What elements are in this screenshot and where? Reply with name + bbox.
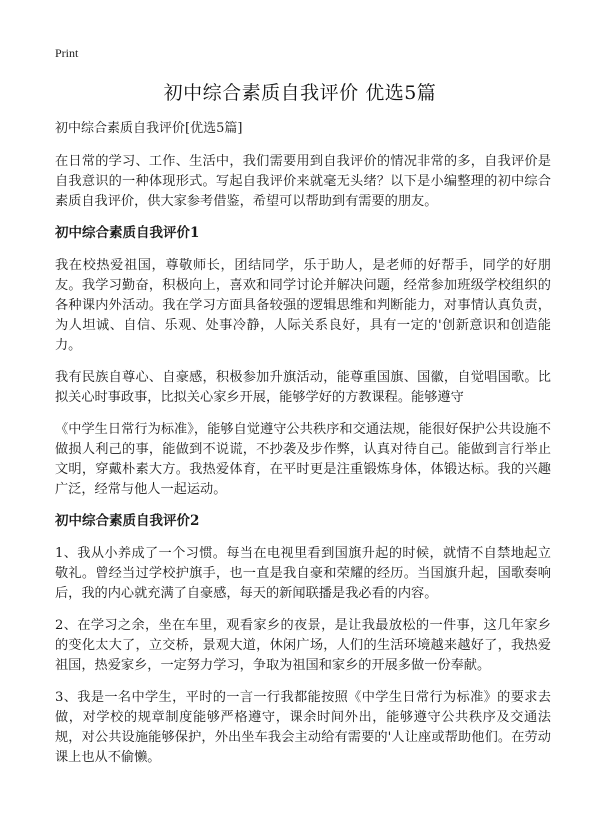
section-heading: 初中综合素质自我评价1: [55, 225, 200, 241]
section-paragraph: 3、我是一名中学生，平时的一言一行我都能按照《中学生日常行为标准》的要求去做，对学校的规章制度能够严格遵守，课余时间外出，能够遵守公共秩序及交通法规，对公共设施能够保护，外出坐车我会主动给有需要的'人让座或帮助他们。在劳动课上也从不偷懒。: [55, 690, 551, 765]
intro-paragraph: 在日常的学习、工作、生活中，我们需要用到自我评价的情况非常的多，自我评价是自我意识的一种体现形式。写起自我评价来就毫无头绪？以下是小编整理的初中综合素质自我评价，供大家参考借鉴，希望可以帮助到有需要的朋友。: [55, 154, 551, 209]
section-paragraph: 《中学生日常行为标准》，能够自觉遵守公共秩序和交通法规，能很好保护公共设施不做损人利己的事，能做到不说谎，不抄袭及步作弊，认真对待自己。能做到言行举止文明，穿戴朴素大方。我热爱体育，在平时更是注重锻炼身体，体锻达标。我的兴趣广泛，经常与他人一起运动。: [55, 422, 551, 497]
print-link[interactable]: Print: [55, 46, 79, 60]
section-paragraph: 我有民族自尊心、自豪感，积极参加升旗活动，能尊重国旗、国徽，自觉唱国歌。比拟关心时事政事，比拟关心家乡开展，能够学好的方教课程。能够遵守: [55, 370, 551, 405]
document-title: 初中综合素质自我评价 优选5篇: [163, 82, 437, 104]
section-paragraph: 我在校热爱祖国，尊敬师长，团结同学，乐于助人，是老师的好帮手，同学的好朋友。我学习勤奋，积极向上，喜欢和同学讨论并解决问题，经常参加班级学校组织的各种课内外活动。我在学习方面具备较强的逻辑思维和判断能力，对事情认真负责，为人坦诚、自信、乐观、处事冷静，人际关系良好，具有一定的'创新意识和创造能力。: [55, 258, 551, 353]
section-heading: 初中综合素质自我评价2: [55, 513, 200, 529]
section-paragraph: 1、我从小养成了一个习惯。每当在电视里看到国旗升起的时候，就情不自禁地起立敬礼。曾经当过学校护旗手，也一直是我自豪和荣耀的经历。当国旗升起，国歌奏响后，我的内心就充满了自豪感，每天的新闻联播是我必看的内容。: [55, 546, 551, 601]
section-paragraph: 2、在学习之余，坐在车里，观看家乡的夜景，是让我最放松的一件事，这几年家乡的变化太大了，立交桥，景观大道，休闲广场，人们的生活环境越来越好了，我热爱祖国，热爱家乡，一定努力学习，争取为祖国和家乡的开展多做一份奉献。: [55, 618, 551, 673]
document-body: [55, 120, 551, 780]
document-subtitle: 初中综合素质自我评价[优选5篇]: [55, 121, 243, 136]
